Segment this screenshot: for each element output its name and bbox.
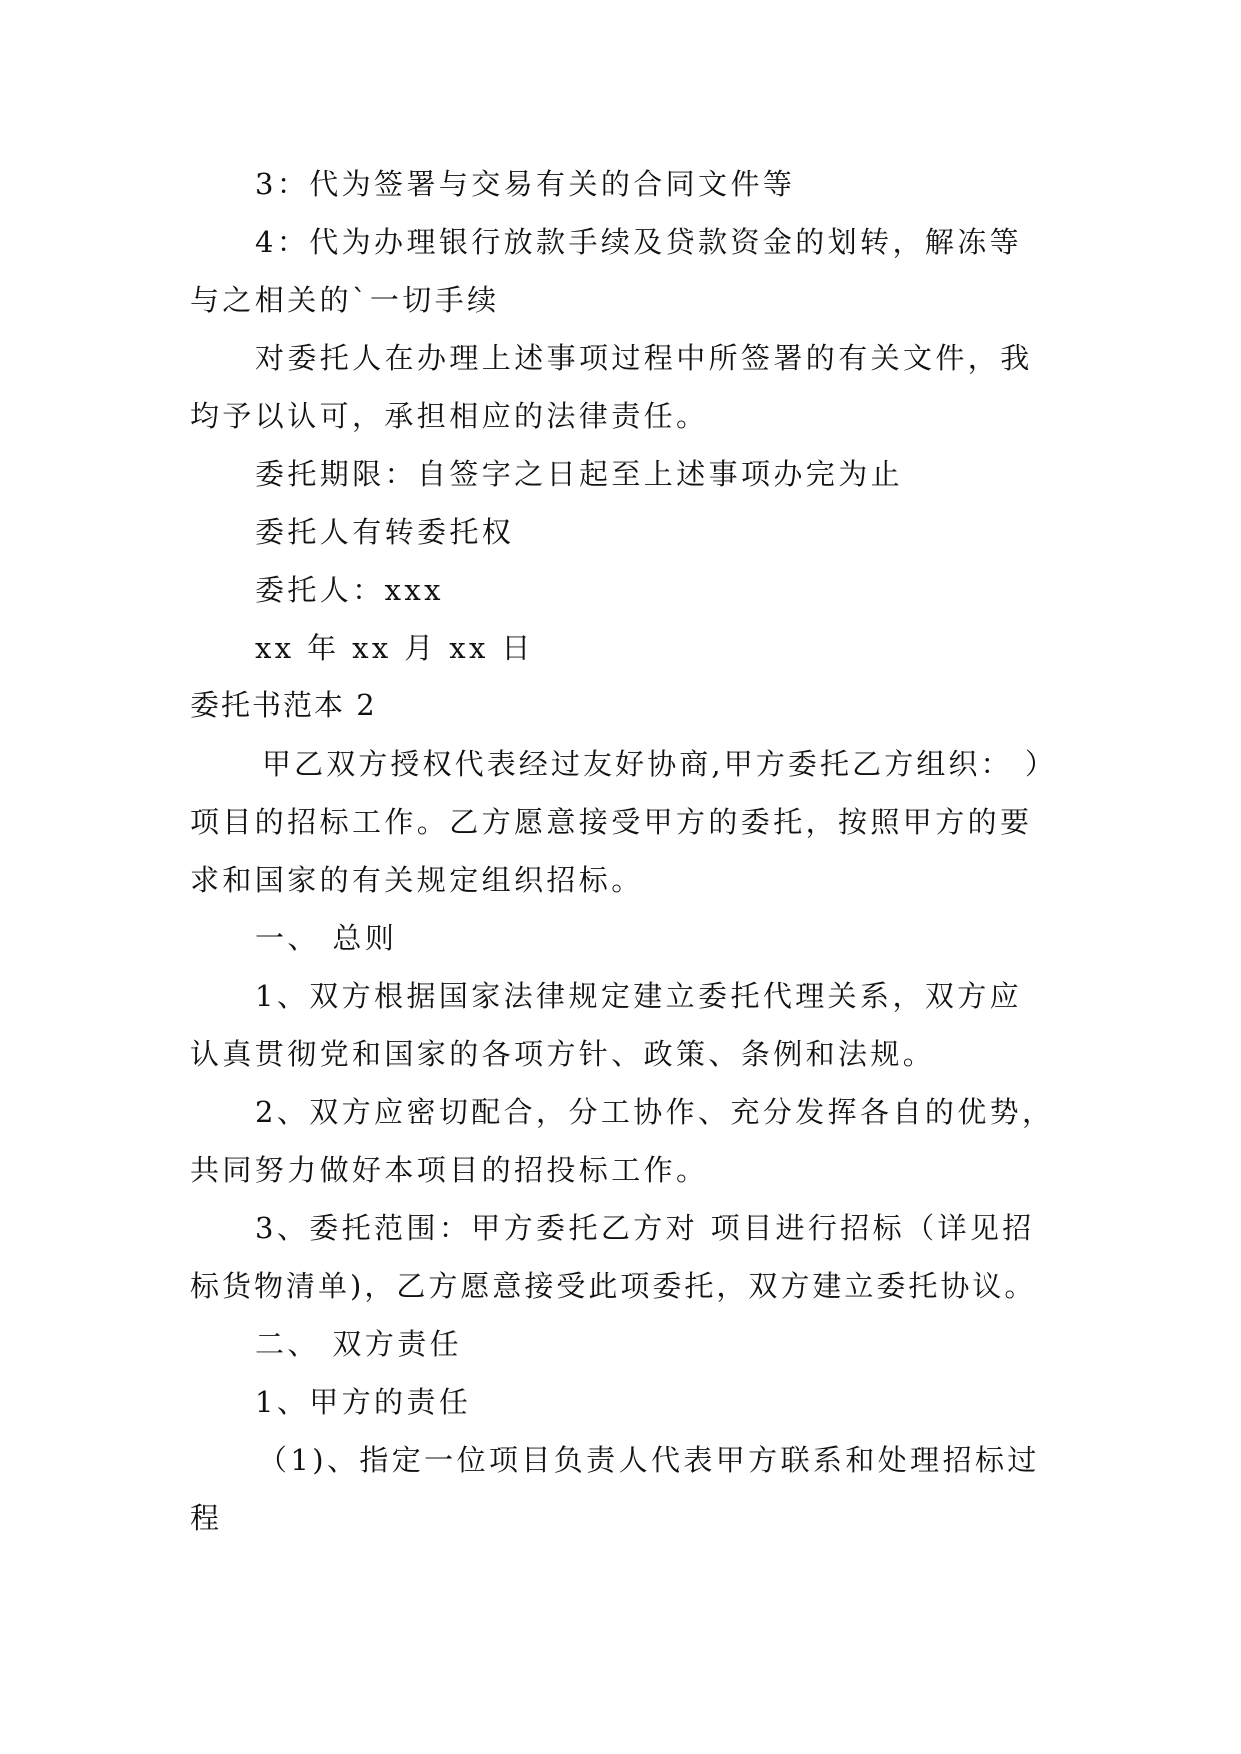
text-line: 项目的招标工作。乙方愿意接受甲方的委托，按照甲方的要 <box>190 805 1033 839</box>
text-line: 对委托人在办理上述事项过程中所签署的有关文件，我 <box>255 341 1033 375</box>
text-line: 委托期限：自签字之日起至上述事项办完为止 <box>255 457 904 491</box>
text-line: 标货物清单)，乙方愿意接受此项委托，双方建立委托协议。 <box>190 1269 1037 1303</box>
text-line: 委托人：xxx <box>255 573 444 607</box>
text-line: 与之相关的`一切手续 <box>190 283 500 317</box>
text-line: xx 年 xx 月 xx 日 <box>255 631 534 665</box>
text-line: 1、双方根据国家法律规定建立委托代理关系，双方应 <box>255 979 1023 1013</box>
text-line: 1、甲方的责任 <box>255 1385 472 1419</box>
text-line: 委托人有转委托权 <box>255 515 515 549</box>
text-line: 3、委托范围：甲方委托乙方对 项目进行招标（详见招 <box>255 1211 1035 1245</box>
text-line: 4：代为办理银行放款手续及贷款资金的划转，解冻等 <box>255 225 1023 259</box>
text-line: 一、 总则 <box>255 921 398 955</box>
text-line: 认真贯彻党和国家的各项方针、政策、条例和法规。 <box>190 1037 936 1071</box>
text-line: 程 <box>190 1501 223 1535</box>
text-line: （1)、指定一位项目负责人代表甲方联系和处理招标过 <box>258 1443 1040 1477</box>
text-line: 3：代为签署与交易有关的合同文件等 <box>255 167 796 201</box>
text-line: 二、 双方责任 <box>255 1327 463 1361</box>
text-line: 均予以认可，承担相应的法律责任。 <box>190 399 709 433</box>
text-line: 共同努力做好本项目的招投标工作。 <box>190 1153 709 1187</box>
text-line: 2、双方应密切配合，分工协作、充分发挥各自的优势， <box>255 1095 1055 1129</box>
section-heading: 委托书范本 2 <box>190 688 377 722</box>
text-line: 求和国家的有关规定组织招标。 <box>190 863 644 897</box>
text-line: 甲乙双方授权代表经过友好协商,甲方委托乙方组织： ） <box>262 747 1058 781</box>
